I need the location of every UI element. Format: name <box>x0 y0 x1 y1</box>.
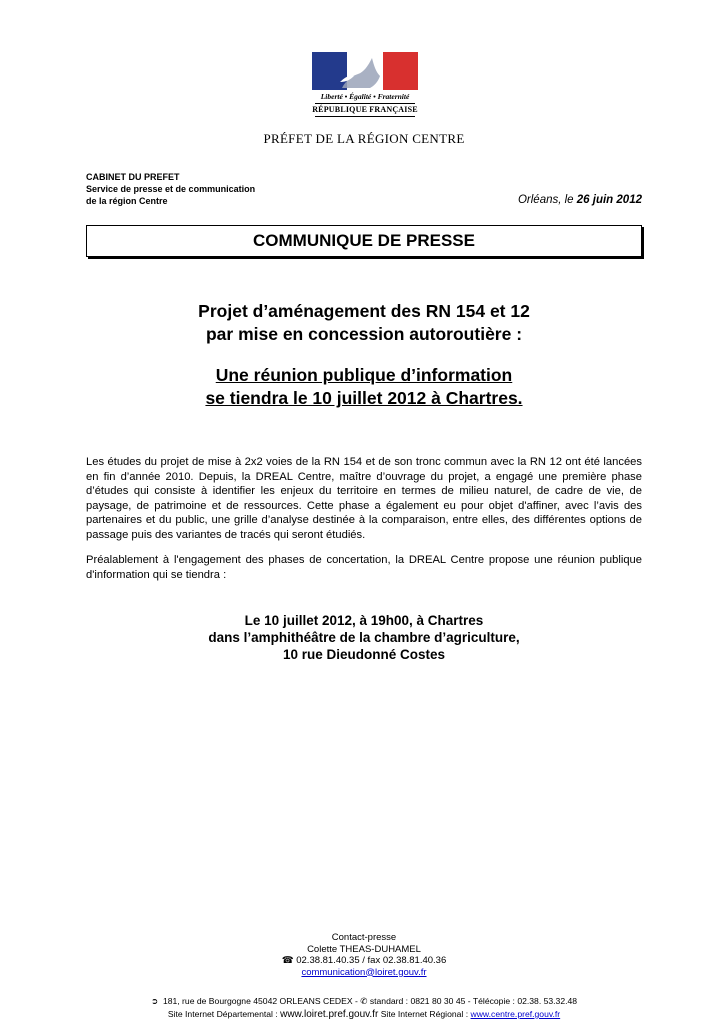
footer <box>0 995 728 1021</box>
headline <box>86 300 642 410</box>
site-dep-link[interactable]: www.loiret.pref.gouv.fr <box>280 1009 379 1020</box>
contact-phone: 02.38.81.40.35 / fax 02.38.81.40.36 <box>296 955 447 966</box>
date-prefix: Orléans, le <box>517 194 577 206</box>
subheadline-line <box>86 387 642 410</box>
headline-line: par mise en concession autoroutière : <box>205 324 523 344</box>
body-text <box>86 455 642 593</box>
event-line: dans l’amphithéâtre de la chambre d’agriculture, <box>208 630 520 645</box>
body-paragraph: Les études du projet de mise à 2x2 voies de la RN 154 et de son tronc commun avec la RN 12 ont été lancées en fin d’année 2010. Depuis, la DREAL Centre, maître d’ouvrage du projet, a engagé une première phase d’études qui consiste à identifier les enjeux du territoire en termes de milieu naturel, de cadre de vie, de paysage, de patrimoine et de ressources. Cette phase a également eu pour objet d'affiner, avec l’avis des partenaires et du public, une grille d’analyse destinée à la comparaison, entre elles, des différentes options de passage puis des variantes de tracés qui seront étudiés. <box>86 456 642 541</box>
headline-line: Projet d’aménagement des RN 154 et 12 <box>198 301 530 321</box>
contact-label: Contact-presse <box>331 932 397 943</box>
republic-name: RÉPUBLIQUE FRANÇAISE <box>312 105 418 114</box>
cabinet-line: CABINET DU PREFET <box>86 172 180 182</box>
press-release-title: COMMUNIQUE DE PRESSE <box>253 231 475 250</box>
site-reg-label: Site Internet Régional : <box>380 1009 469 1019</box>
contact-email-link[interactable]: communication@loiret.gouv.fr <box>301 966 427 978</box>
subheadline-text: se tiendra le 10 juillet 2012 à Chartres. <box>205 388 523 408</box>
cabinet-block <box>86 171 255 207</box>
footer-sites-line <box>0 1008 728 1021</box>
press-release-banner <box>86 225 642 257</box>
prefect-title: PRÉFET DE LA RÉGION CENTRE <box>263 131 465 146</box>
event-line: 10 rue Dieudonné Costes <box>282 647 446 662</box>
republic-motto: Liberté • Égalité • Fraternité <box>320 92 410 101</box>
body-paragraph: Préalablement à l'engagement des phases de concertation, la DREAL Centre propose une réunion publique d'information qui se tiendra : <box>86 554 642 581</box>
event-line: Le 10 juillet 2012, à 19h00, à Chartres <box>244 613 484 628</box>
telephone-icon: ☎ <box>281 955 294 966</box>
press-contact <box>86 932 642 978</box>
logo-divider <box>315 103 415 104</box>
phone-receiver-icon: ✆ <box>360 997 368 1007</box>
arrow-right-icon: ➲ <box>150 997 159 1007</box>
date-value: 26 juin 2012 <box>576 194 642 206</box>
site-dep-label: Site Internet Départemental : <box>167 1009 278 1019</box>
contact-phone-line <box>86 955 642 967</box>
republic-logo <box>312 52 418 128</box>
footer-address-line <box>0 995 728 1008</box>
subheadline-text: Une réunion publique d’information <box>215 365 513 385</box>
subheadline-line <box>86 364 642 387</box>
marianne-flag-emblem <box>312 52 418 90</box>
site-reg-link[interactable]: www.centre.pref.gouv.fr <box>470 1009 561 1019</box>
date-line <box>518 194 642 206</box>
contact-name: Colette THEAS-DUHAMEL <box>307 943 421 955</box>
footer-address: 181, rue de Bourgogne 45042 ORLEANS CEDEX - <box>162 996 358 1006</box>
event-details <box>86 612 642 663</box>
cabinet-line: Service de presse et de communication <box>86 184 256 194</box>
cabinet-line: de la région Centre <box>86 196 168 206</box>
logo-divider <box>315 116 415 117</box>
footer-standard: standard : 0821 80 30 45 - Télécopie : 02.38. 53.32.48 <box>369 996 578 1006</box>
